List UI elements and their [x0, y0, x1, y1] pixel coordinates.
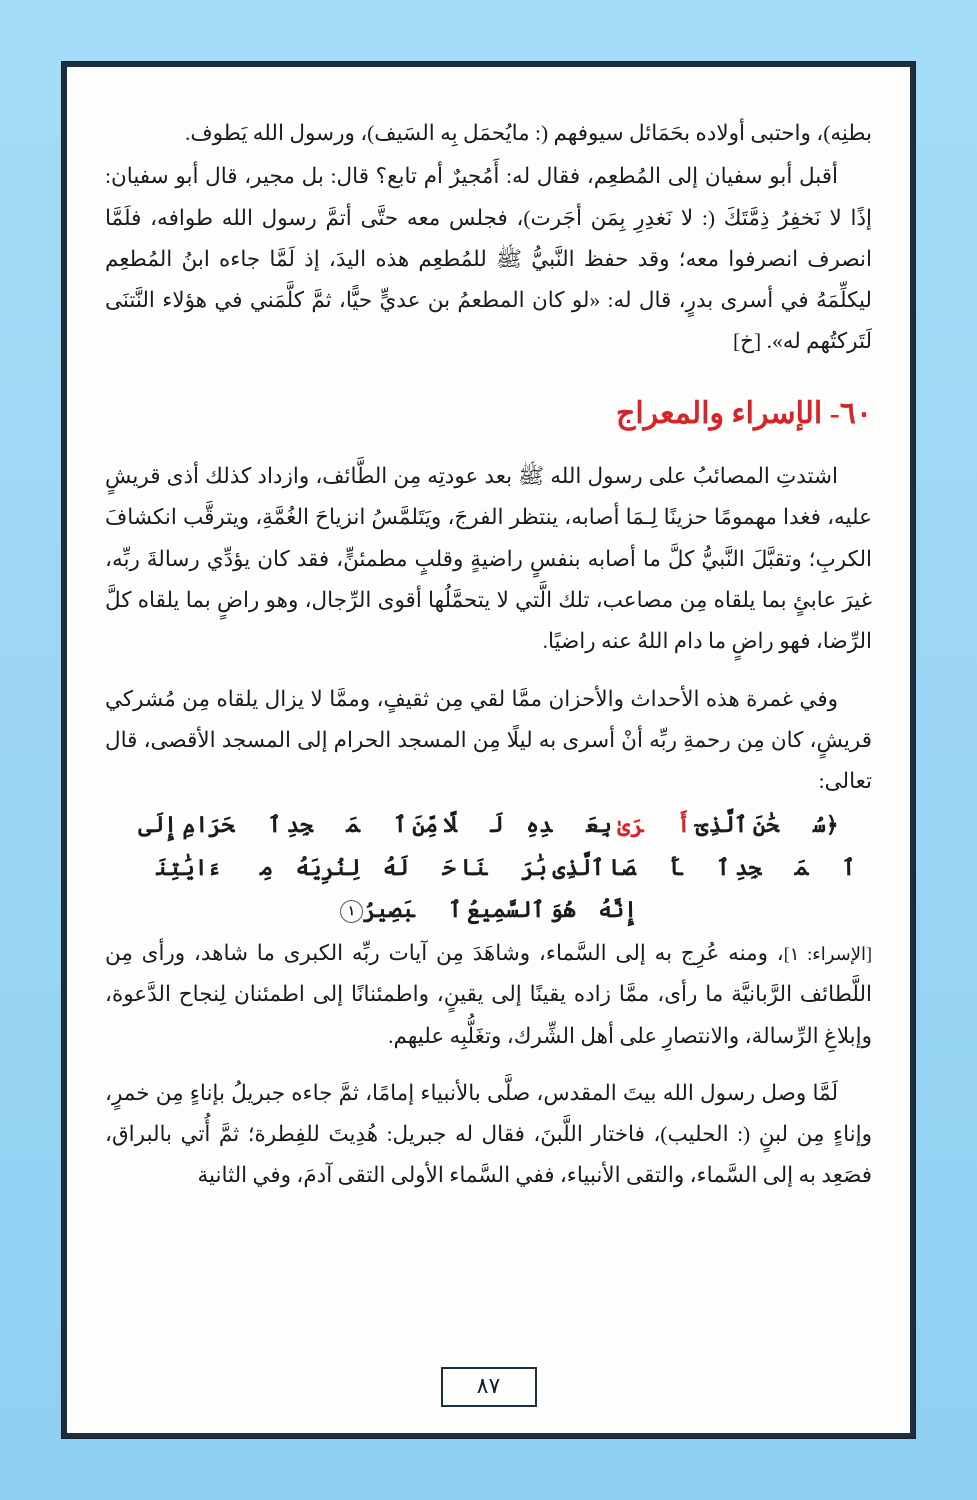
body-text-column: [105, 113, 872, 1197]
book-page: [62, 62, 915, 1438]
paragraph-continuation: بطنِه)، واحتبى أولاده بحَمَائل سيوفهم (: مايُحمَل بِه السَيف)، ورسول الله يَطوف.: [185, 121, 872, 145]
paragraph-after-verse-1: [105, 933, 872, 1057]
paragraph-abu-sufyan: أقبل أبو سفيان إلى المُطعِم، فقال له: أَمُجيرٌ أم تابع؟ قال: بل مجير، قال أبو سفيان: إذًا لا نَخفِرُ ذِمَّتَكَ (: لا نَغدِرِ بِمَن أجَرت)، فجلس معه حتَّى أتمَّ رسول الله طوافه، فلَمَّا انصرف انصرفوا معه؛ وقد حفظ النَّبيُّ ﷺ للمُطعِم هذه اليدَ، إذ لَمَّا جاءه ابنُ المُطعِم ليكلِّمَهُ في أسرى بدرٍ، قال له: «لو كان المطعمُ بن عديٍّ حيًّا، ثمَّ كلَّمَني في هؤلاء النَّتنَى لَتَركتُهم له». [خ]: [105, 164, 872, 354]
quran-verse-highlight: أَسۡرَىٰ: [617, 812, 691, 838]
section-heading: ٦٠- الإسراء والمعراج: [615, 396, 872, 430]
paragraph-after-verse-2: لَمَّا وصل رسول الله بيتَ المقدس، صلَّى بالأنبياء إمامًا، ثمَّ جاءه جبريلُ بإناءٍ مِن خمرٍ، وإناءٍ مِن لبنٍ (: الحليب)، فاختار اللَّبنَ، فقال له جبريل: هُدِيتَ للفِطرة؛ ثمَّ أُتي بالبراق، فصَعِد به إلى السَّماء، والتقى الأنبياء، ففي السَّماء الأولى التقى آدمَ، وفي الثانية: [105, 1080, 872, 1188]
page-number-container: [67, 1367, 910, 1407]
paragraph-section-1: اشتدتِ المصائبُ على رسول الله ﷺ بعد عودتِه مِن الطَّائف، وازداد كذلك أذى قريشٍ عليه، فغدا مهمومًا حزينًا لِـمَا أصابه، ينتظر الفرجَ، ويَتَلمَّسُ انزياحَ الغُمَّةِ، ويترقَّب انكشافَ الكربِ؛ وتقبَّلَ النَّبيُّ كلَّ ما أصابه بنفسٍ راضيةٍ وقلبٍ مطمئنٍّ، فقد كان يؤدِّي رسالةَ ربِّه، غيرَ عابئٍ بما يلقاه مِن مصاعب، تلك الَّتي لا يتحمَّلُها أقوى الرِّجال، وهو راضٍ بما يلقاه كلَّ الرِّضا، فهو راضٍ ما دام اللهُ عنه راضيًا.: [105, 464, 872, 654]
quran-verse-reference: [الإسراء: ١]: [783, 944, 872, 965]
quran-verse: [105, 804, 872, 931]
quran-verse-part2: بِعَبۡدِهِۦ لَيۡلًا مِّنَ ٱلۡمَسۡجِدِ ٱلۡحَرَامِ إِلَى ٱلۡمَسۡجِدِ ٱلۡأَقۡصَا ٱلَّذِى بَٰرَكۡنَا حَوۡلَهُۥ لِنُرِيَهُۥ مِنۡ ءَايَٰتِنَآۚ إِنَّهُۥ هُوَ ٱلسَّمِيعُ ٱلۡبَصِيرُ: [121, 812, 856, 922]
paragraph-section-2: وفي غمرة هذه الأحداث والأحزان ممَّا لقي مِن ثقيفٍ، وممَّا لا يزال يلقاه مِن مُشركي قريشٍ، كان مِن رحمةِ ربِّه أنْ أسرى به ليلًا مِن المسجد الحرام إلى المسجد الأقصى، قال تعالى:: [105, 686, 872, 794]
paragraph-after-verse-1-text: ، ومنه عُرِج به إلى السَّماء، وشاهَدَ مِن آيات ربِّه الكبرى ما شاهد، ورأى مِن اللَّطائف الرَّبانيَّة ما رأى، ممَّا زاده يقينًا إلى يقينٍ، واطمئنانًا إلى اطمئنان لِنجاح الدَّعوة، وإبلاغِ الرِّسالة، والانتصارِ على أهل الشِّرك، وتغَلُّبِه عليهم.: [105, 941, 872, 1048]
page-content: [67, 67, 910, 1433]
ayah-number-icon: ١: [340, 900, 363, 923]
quran-verse-part1: ﴿سُبۡحَٰنَ ٱلَّذِىٓ: [690, 812, 839, 838]
page-number: ٨٧: [441, 1367, 537, 1407]
